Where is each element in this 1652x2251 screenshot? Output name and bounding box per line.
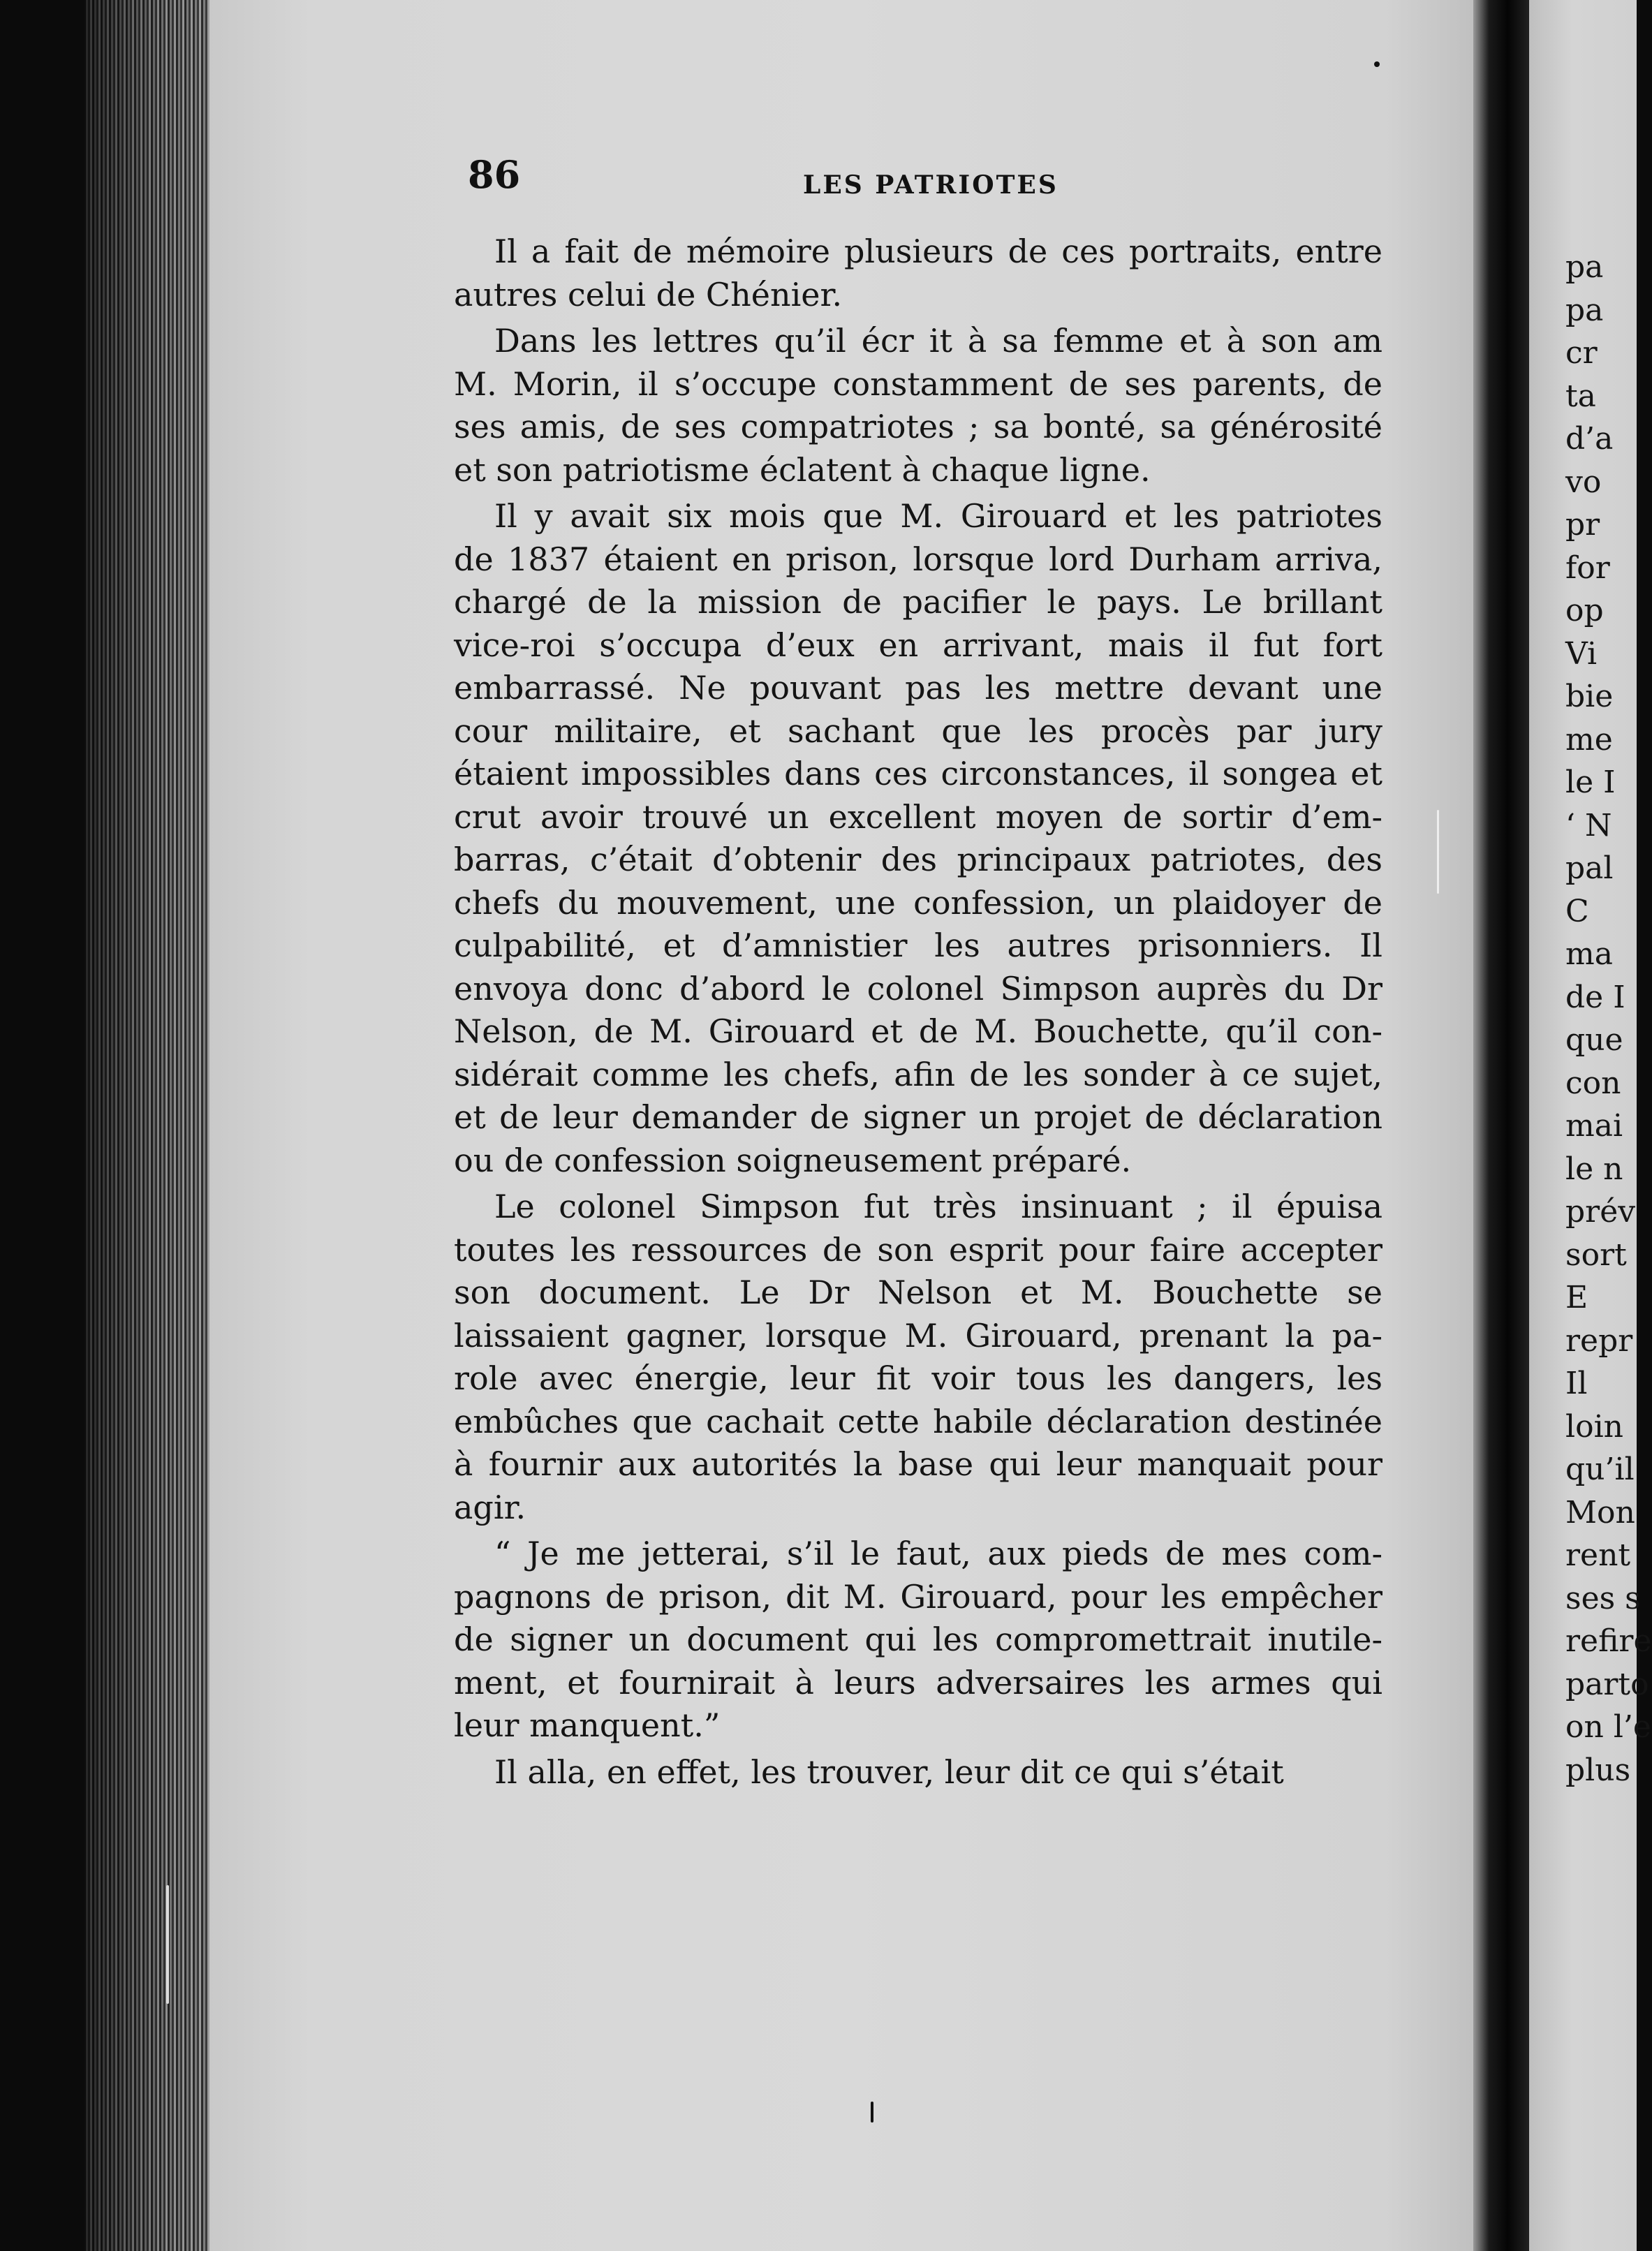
text-line: à fournir aux autorités la base qui leur manquait pour xyxy=(454,1445,1382,1483)
right-page-fragment: ‘ N xyxy=(1565,807,1612,843)
text-line: embarrassé. Ne pouvant pas les mettre devant une xyxy=(454,669,1382,707)
right-page-fragment: que xyxy=(1565,1022,1623,1058)
right-page-fragment: bie xyxy=(1565,679,1614,714)
right-page-edge xyxy=(1529,0,1652,2251)
right-page-fragment: Il xyxy=(1565,1366,1588,1401)
right-page-fragment: prév xyxy=(1565,1194,1636,1230)
text-line: Il y avait six mois que M. Girouard et les patriotes xyxy=(494,497,1382,535)
right-page-fragment: pa xyxy=(1565,249,1604,285)
text-line: Le colonel Simpson fut très insinuant ; il épuisa xyxy=(494,1188,1382,1225)
text-line: Nelson, de M. Girouard et de M. Bouchette, qu’il con- xyxy=(454,1012,1382,1050)
running-title: LES PATRIOTES xyxy=(803,170,1059,200)
right-page-fragment: ma xyxy=(1565,936,1613,972)
text-line: leur manquent.” xyxy=(454,1706,721,1744)
text-line: et son patriotisme éclatent à chaque ligne. xyxy=(454,450,1151,489)
right-page-fragment: le n xyxy=(1565,1151,1623,1187)
right-page-fragment: parto xyxy=(1565,1666,1649,1702)
right-page-fragment: C xyxy=(1565,893,1589,929)
right-page-fragment: Mon xyxy=(1565,1494,1635,1530)
scan-speck xyxy=(1374,61,1380,67)
page-body-text xyxy=(454,230,1382,1794)
text-line: role avec énergie, leur fit voir tous les dangers, les xyxy=(454,1359,1382,1397)
text-line: Il a fait de mémoire plusieurs de ces portraits, entre xyxy=(494,233,1382,270)
right-page-fragment: loin xyxy=(1565,1408,1623,1445)
text-line: crut avoir trouvé un excellent moyen de sortir d’em- xyxy=(454,797,1382,836)
right-page-text-fragments xyxy=(1565,246,1652,1792)
text-line: pagnons de prison, dit M. Girouard, pour les empêcher xyxy=(454,1577,1382,1616)
scan-speck xyxy=(871,2102,873,2123)
text-line: sidérait comme les chefs, afin de les sonder à ce sujet, xyxy=(454,1055,1382,1093)
text-line: barras, c’était d’obtenir des principaux patriotes, des xyxy=(454,841,1382,878)
text-line: son document. Le Dr Nelson et M. Bouchette se xyxy=(454,1274,1382,1311)
text-line: et de leur demander de signer un projet de déclaration xyxy=(454,1098,1382,1136)
right-page-fragment: ta xyxy=(1565,378,1596,414)
text-line: ment, et fournirait à leurs adversaires les armes qui xyxy=(454,1663,1382,1702)
text-line: ses amis, de ses compatriotes ; sa bonté, sa générosité xyxy=(454,408,1382,445)
right-page-fragment: vo xyxy=(1565,464,1602,500)
right-page-fragment: plus xyxy=(1565,1752,1631,1788)
book-page-edges xyxy=(84,0,223,2251)
page-number: 86 xyxy=(468,152,521,197)
right-page-fragment: me xyxy=(1565,721,1613,758)
text-line: culpabilité, et d’amnistier les autres prisonniers. Il xyxy=(454,927,1382,964)
text-line: “ Je me jetterai, s’il le faut, aux pieds de mes com- xyxy=(494,1535,1382,1572)
right-page-fragment: pa xyxy=(1565,292,1604,328)
text-line: chargé de la mission de pacifier le pays. Le brillant xyxy=(454,583,1382,621)
text-line: envoya donc d’abord le colonel Simpson auprès du Dr xyxy=(454,969,1382,1008)
right-page-fragment: d’a xyxy=(1565,421,1614,457)
text-line: toutes les ressources de son esprit pour faire accepter xyxy=(454,1230,1382,1269)
book-gutter xyxy=(1473,0,1536,2251)
right-page-fragment: Vi xyxy=(1565,635,1598,672)
page-header xyxy=(461,152,1382,208)
right-page-fragment: sort xyxy=(1565,1237,1627,1273)
right-page-fragment: le I xyxy=(1565,765,1616,800)
right-page-fragment: de I xyxy=(1565,979,1625,1015)
text-line: Dans les lettres qu’il écr it à sa femme et à son am xyxy=(494,322,1382,360)
text-line: autres celui de Chénier. xyxy=(454,275,843,313)
right-page-fragment: refire xyxy=(1565,1623,1652,1659)
right-page-fragment: qu’il xyxy=(1565,1452,1635,1487)
text-line: M. Morin, il s’occupe constamment de ses parents, de xyxy=(454,364,1382,403)
right-page-fragment: mai xyxy=(1565,1108,1623,1144)
right-page-fragment: con xyxy=(1565,1065,1621,1101)
text-line: laissaient gagner, lorsque M. Girouard, prenant la pa- xyxy=(454,1316,1382,1355)
right-page-fragment: op xyxy=(1565,593,1604,628)
text-line: ou de confession soigneusement préparé. xyxy=(454,1141,1132,1179)
text-line: de signer un document qui les compromettrait inutile- xyxy=(454,1621,1382,1658)
text-line: vice-roi s’occupa d’eux en arrivant, mais il fut fort xyxy=(454,626,1382,664)
right-page-fragment: rent xyxy=(1565,1537,1631,1573)
text-line: de 1837 étaient en prison, lorsque lord Durham arriva, xyxy=(454,540,1382,578)
right-page-fragment: pal xyxy=(1565,850,1614,886)
scan-speck xyxy=(1437,810,1439,894)
right-page-fragment: repr xyxy=(1565,1322,1633,1359)
text-line: chefs du mouvement, une confession, un plaidoyer de xyxy=(454,883,1382,922)
text-line: Il alla, en effet, les trouver, leur dit ce qui s’était xyxy=(494,1752,1284,1791)
right-page-fragment: on l’e xyxy=(1565,1709,1651,1745)
scan-speck xyxy=(166,1885,169,2004)
right-page-fragment: for xyxy=(1565,549,1610,586)
right-page-fragment: cr xyxy=(1565,335,1598,371)
text-line: agir. xyxy=(454,1488,526,1526)
right-page-fragment: pr xyxy=(1565,507,1600,543)
text-line: cour militaire, et sachant que les procès par jury xyxy=(454,711,1382,750)
right-page-fragment: E xyxy=(1565,1280,1588,1315)
right-page-fragment: ses s xyxy=(1565,1580,1641,1616)
text-line: embûches que cachait cette habile déclaration destinée xyxy=(454,1402,1382,1440)
text-line: étaient impossibles dans ces circonstances, il songea et xyxy=(454,755,1382,792)
